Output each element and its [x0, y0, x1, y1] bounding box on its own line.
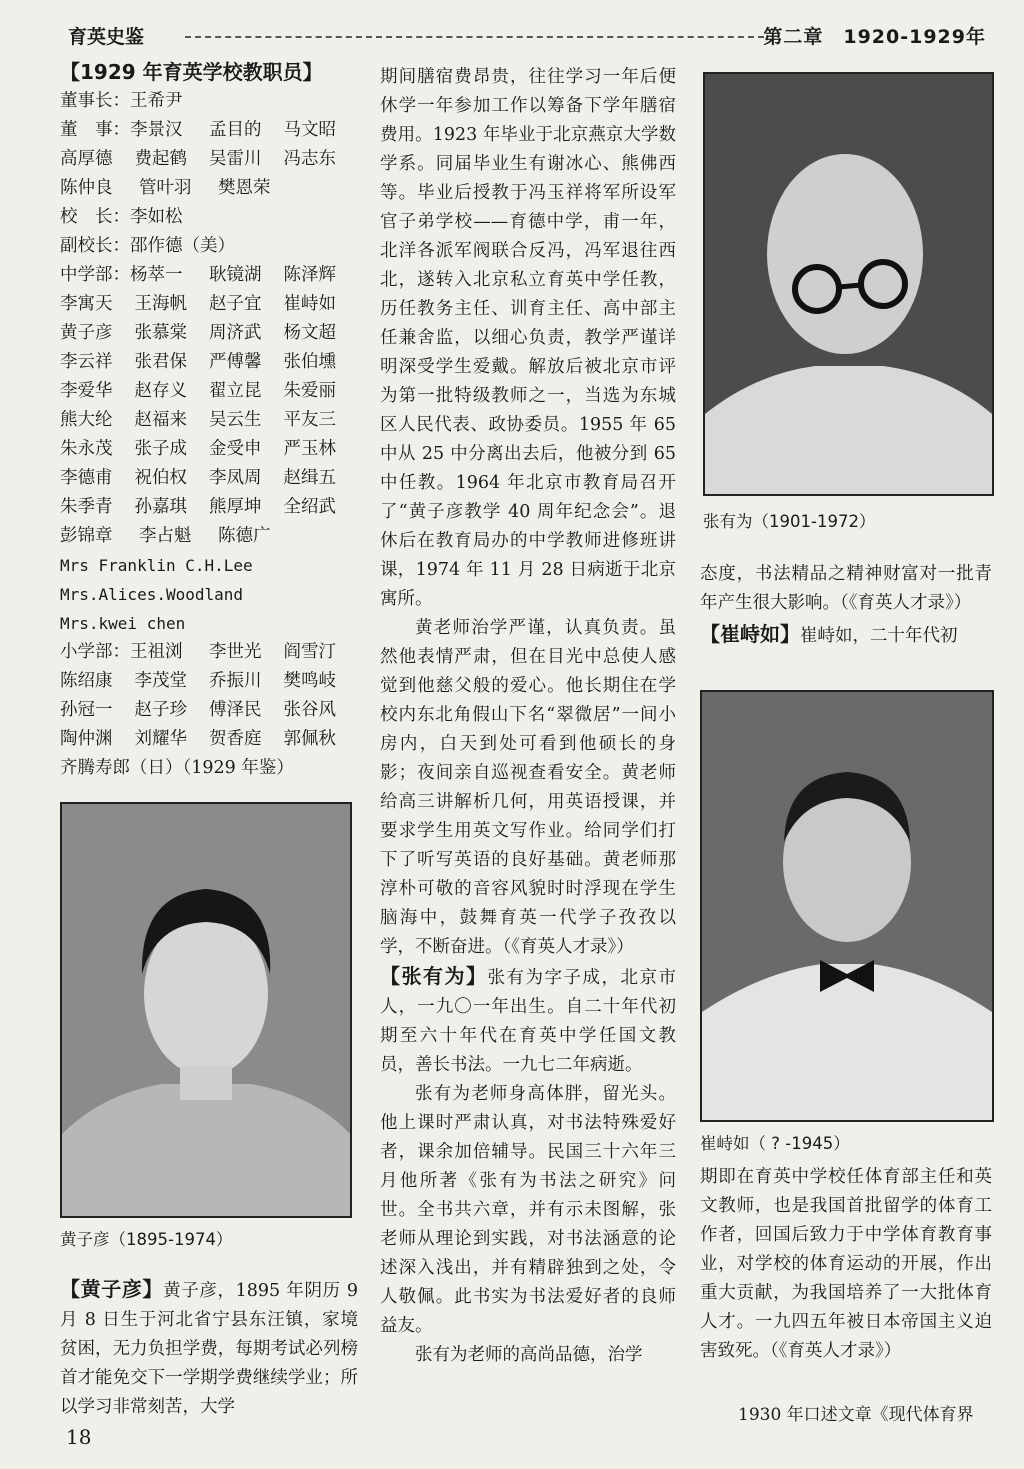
staff-name: 赵缉五 [283, 468, 336, 488]
staff-name: 彭锦章 [60, 526, 113, 546]
staff-row [60, 232, 358, 261]
staff-name: 孟目的 [209, 120, 262, 140]
header-divider [185, 36, 764, 38]
staff-name: 周济武 [209, 323, 262, 343]
staff-name: 乔振川 [209, 671, 262, 691]
staff-name: 朱爱丽 [283, 381, 336, 401]
staff-row [60, 696, 358, 725]
huang-bio-cont: 期间膳宿费昂贵，往往学习一年后便休学一年参加工作以筹备下学年膳宿费用。1923 年毕业于北京燕京大学数学系。同届毕业生有谢冰心、熊佛西等。毕业后授教于冯玉祥将军所设军官子弟学校——育德中学，甫一年，北洋各派军阀联合反冯，冯军退往西北，遂转入北京私立育英中学任教，历任教务主任、训育主任、高中部主任兼舍监，以细心负责，教学严谨详明深受学生爱戴。解放后被北京市评为第一批特级教师之一，当选为东城区人民代表、政协委员。1955 年 65 中从 25 中分离出去后，他被分到 65 中任教。1964 年北京市教育局召开了“黄子彦教学 40 周年纪念会”。退休后在教育局办的中学教师进修班讲课，1974 年 11 月 28 日病逝于北京寓所。 [380, 67, 676, 609]
staff-name: 李爱华 [60, 381, 113, 401]
book-title: 育英史鉴 [68, 26, 145, 48]
staff-name: 崔峙如 [283, 294, 336, 314]
staff-closing: 齐腾寿郎（日）（1929 年鉴） [60, 758, 294, 778]
staff-row [60, 406, 358, 435]
staff-list [60, 87, 358, 551]
staff-name: 黄子彦 [60, 323, 113, 343]
staff-name: 张子成 [134, 439, 187, 459]
staff-name: 冯志东 [283, 149, 336, 169]
staff-name: 孙嘉琪 [134, 497, 187, 517]
staff-name: 董事长：王希尹 [60, 91, 183, 111]
staff-name: 翟立昆 [209, 381, 262, 401]
huang-para2: 黄老师治学严谨，认真负责。虽然他表情严肃，但在目光中总使人感觉到他慈父般的爱心。他长期住在学校内东北角假山下名“翠微居”一间小房内，白天到处可看到他硕长的身影；夜间亲自巡视查看安全。黄老师给高三讲解析几何，用英语授课，并要求学生用英文写作业。给同学们打下了听写英语的良好基础。黄老师那淳朴可敬的音容风貌时时浮现在学生脑海中，鼓舞育英一代学子孜孜以学，不断奋进。（《育英人才录》） [380, 618, 676, 957]
foreign-staff-name: Mrs.kwei chen [60, 614, 186, 633]
staff-name: 费起鹤 [134, 149, 187, 169]
staff-name: 全绍武 [283, 497, 336, 517]
staff-name: 李德甫 [60, 468, 113, 488]
staff-row [60, 116, 358, 145]
caption-huang: 黄子彦（1895-1974） [60, 1230, 233, 1249]
staff-name: 王海帆 [134, 294, 187, 314]
staff-name: 祝伯权 [134, 468, 187, 488]
cui-bio-cont: 期即在育英中学校任体育部主任和英文教师，也是我国首批留学的体育工作者，回国后致力于中学体育教育事业，对学校的体育运动的开展，作出重大贡献，为我国培养了一大批体育人才。一九四五年被日本帝国主义迫害致死。（《育英人才录》） [700, 1167, 992, 1361]
staff-name: 樊鸣岐 [283, 671, 336, 691]
portrait-huang-image [62, 804, 350, 1216]
staff-row [60, 203, 358, 232]
staff-name: 赵子宜 [209, 294, 262, 314]
staff-name: 朱季青 [60, 497, 113, 517]
staff-name: 耿镜湖 [209, 265, 262, 285]
zhang-bio-cont: 态度，书法精品之精神财富对一批青年产生很大影响。（《育英人才录》） [700, 564, 992, 613]
staff-name: 李茂堂 [134, 671, 187, 691]
staff-name: 陈绍康 [60, 671, 113, 691]
staff-name: 傅泽民 [209, 700, 262, 720]
staff-row [60, 464, 358, 493]
primary-staff-list [60, 638, 358, 754]
staff-name: 小学部：王祖浏 [60, 642, 183, 662]
staff-row [60, 87, 358, 116]
staff-name: 贺香庭 [209, 729, 262, 749]
staff-name: 张谷风 [283, 700, 336, 720]
staff-name: 杨文超 [283, 323, 336, 343]
zhang-head: 【张有为】 [380, 964, 488, 988]
cui-head: 【崔峙如】 [700, 622, 800, 646]
staff-name: 张伯壎 [283, 352, 336, 372]
staff-name: 赵存义 [134, 381, 187, 401]
staff-name: 严玉林 [283, 439, 336, 459]
staff-name: 陶仲渊 [60, 729, 113, 749]
zhang-bio-cont-block [700, 560, 992, 651]
staff-name: 董 事：李景汉 [60, 120, 183, 140]
zhang-intro: 张有为字子成，北京市人，一九〇一年出生。自二十年代初期至六十年代在育英中学任国文教员，善长书法。一九七二年病逝。 [380, 968, 676, 1075]
staff-name: 李寓天 [60, 294, 113, 314]
staff-row [60, 522, 358, 551]
photo-zhang [703, 72, 994, 496]
page-number: 18 [66, 1425, 92, 1449]
foreign-staff-name: Mrs Franklin C.H.Lee [60, 556, 253, 575]
staff-row [60, 638, 358, 667]
staff-row [60, 377, 358, 406]
foreign-staff-name: Mrs.Alices.Woodland [60, 585, 244, 604]
staff-row [60, 435, 358, 464]
staff-name: 赵福来 [134, 410, 187, 430]
column-left [60, 58, 358, 783]
staff-name: 熊厚坤 [209, 497, 262, 517]
staff-row [60, 261, 358, 290]
staff-name: 吴雷川 [209, 149, 262, 169]
staff-name: 陈泽辉 [283, 265, 336, 285]
staff-name: 严傅馨 [209, 352, 262, 372]
caption-zhang: 张有为（1901-1972） [703, 512, 876, 531]
next-article-start: 1930 年口述文章《现代体育界 [738, 1405, 974, 1425]
staff-name: 孙冠一 [60, 700, 113, 720]
zhang-para3: 张有为老师的高尚品德，治学 [415, 1345, 643, 1365]
staff-name: 吴云生 [209, 410, 262, 430]
staff-row [60, 493, 358, 522]
huang-head: 【黄子彦】 [60, 1277, 164, 1301]
staff-name: 校 长：李如松 [60, 207, 183, 227]
staff-name: 朱永茂 [60, 439, 113, 459]
staff-name: 赵子珍 [134, 700, 187, 720]
photo-cui [700, 690, 994, 1122]
staff-name: 李世光 [209, 642, 262, 662]
staff-name: 管叶羽 [139, 178, 192, 198]
staff-name: 高厚德 [60, 149, 113, 169]
staff-row [60, 348, 358, 377]
staff-name: 刘耀华 [134, 729, 187, 749]
staff-title: 【1929 年育英学校教职员】 [60, 60, 323, 84]
staff-name: 熊大纶 [60, 410, 113, 430]
cui-intro: 崔峙如，二十年代初 [800, 626, 958, 646]
staff-name: 中学部：杨萃一 [60, 265, 183, 285]
huang-bio [60, 1275, 358, 1422]
huang-intro: 黄子彦，1895 年阴历 9 月 8 日生于河北省宁县东汪镇，家境贫困，无力负担学费，每期考试必列榜首才能免交下一学期学费继续学业；所以学习非常刻苦，大学 [60, 1281, 358, 1417]
caption-cui: 崔峙如（ ? -1945） [700, 1134, 850, 1153]
zhang-para2: 张有为老师身高体胖，留光头。他上课时严肃认真，对书法特殊爱好者，课余加倍辅导。民国三十六年三月他所著《张有为书法之研究》问世。全书共六章，并有示未图解，张老师从理论到实践，对书法涵意的论述深入浅出，并有精辟独到之处，令人敬佩。此书实为书法爱好者的良师益友。 [380, 1084, 676, 1336]
portrait-zhang-image [705, 74, 992, 494]
staff-name: 张君保 [134, 352, 187, 372]
staff-row [60, 667, 358, 696]
staff-name: 郭佩秋 [283, 729, 336, 749]
staff-name: 李凤周 [209, 468, 262, 488]
column-middle [380, 63, 676, 1370]
staff-name: 张慕棠 [134, 323, 187, 343]
photo-huang [60, 802, 352, 1218]
staff-name: 樊恩荣 [218, 178, 271, 198]
staff-name: 陈仲良 [60, 178, 113, 198]
staff-row [60, 145, 358, 174]
staff-name: 副校长：邵作德（美） [60, 236, 235, 256]
chapter-title: 第二章 1920-1929年 [763, 26, 986, 48]
staff-name: 李云祥 [60, 352, 113, 372]
staff-row [60, 725, 358, 754]
staff-row [60, 290, 358, 319]
portrait-cui-image [702, 692, 992, 1120]
staff-name: 李占魁 [139, 526, 192, 546]
staff-row [60, 319, 358, 348]
staff-name: 平友三 [283, 410, 336, 430]
staff-name: 马文昭 [283, 120, 336, 140]
staff-name: 阎雪汀 [283, 642, 336, 662]
cui-bio [700, 1163, 992, 1366]
staff-name: 金受申 [209, 439, 262, 459]
foreign-staff-list [60, 551, 358, 638]
staff-name: 陈德广 [218, 526, 271, 546]
staff-row [60, 174, 358, 203]
